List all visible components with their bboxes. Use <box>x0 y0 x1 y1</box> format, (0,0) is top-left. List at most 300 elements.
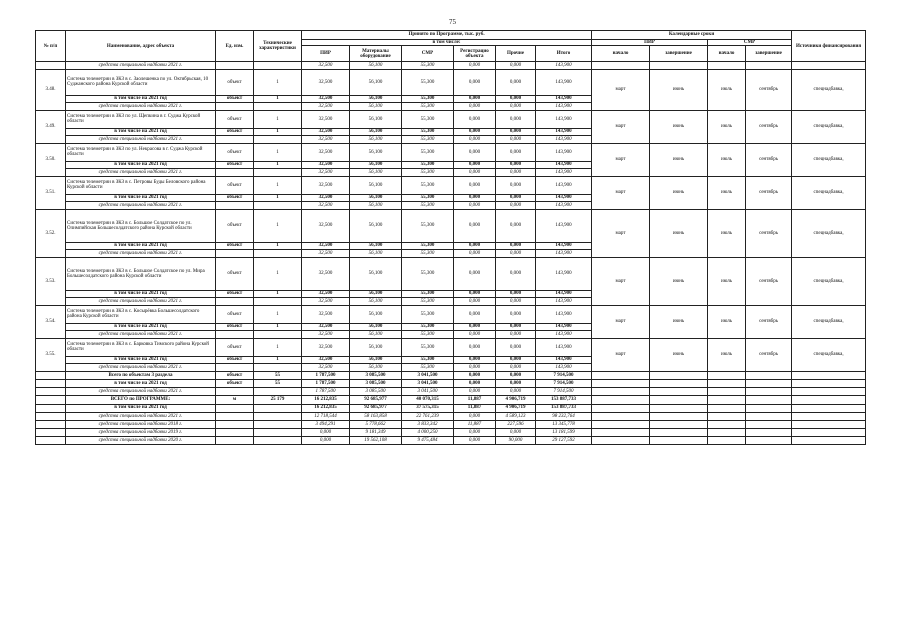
cell-pir: 1 787,500 <box>302 388 350 396</box>
cell-total: 143,900 <box>536 338 592 356</box>
cell-pir: 32,500 <box>302 257 350 290</box>
cell-smr: 55,300 <box>402 209 454 242</box>
cell-materials: 9 181,349 <box>350 429 402 437</box>
row-label: в том числе на 2021 год <box>66 290 216 298</box>
cell-registration: 0,000 <box>454 371 496 379</box>
cell-smr-end: сентябрь <box>746 338 792 371</box>
cell-other: 4 906,719 <box>496 396 536 404</box>
cell-pir-start: март <box>592 305 650 338</box>
cell-total: 143,900 <box>536 257 592 290</box>
cell-materials: 56,100 <box>350 110 402 128</box>
cell-total: 143,900 <box>536 95 592 103</box>
cell-qty <box>254 388 302 396</box>
cell-other: 0,000 <box>496 298 536 306</box>
cell-source: спецнадбавка, <box>792 110 866 143</box>
cell-other: 0,000 <box>496 338 536 356</box>
cell-pir-end: июнь <box>650 143 708 176</box>
cell-qty: 1 <box>254 110 302 128</box>
cell-pir-end: июнь <box>650 110 708 143</box>
cell-smr: 55,300 <box>402 194 454 202</box>
cell-pir: 32,500 <box>302 169 350 177</box>
cell-source: спецнадбавка, <box>792 143 866 176</box>
header-source: Источники финансирования <box>792 31 866 62</box>
cell-pir: 32,500 <box>302 250 350 258</box>
cell-total: 143,900 <box>536 242 592 250</box>
cell-total: 143,900 <box>536 305 592 323</box>
cell-registration: 11,887 <box>454 420 496 428</box>
cell-qty: 1 <box>254 128 302 136</box>
cell-materials: 56,100 <box>350 161 402 169</box>
cell-smr: 3 041,500 <box>402 379 454 387</box>
cell-total: 143,900 <box>536 69 592 95</box>
cell-source: спецнадбавка, <box>792 69 866 110</box>
cell-pir: 32,500 <box>302 202 350 210</box>
cell-qty: 1 <box>254 305 302 323</box>
table-row <box>36 388 866 396</box>
cell-materials: 56,100 <box>350 169 402 177</box>
cell-unit: объект <box>216 176 254 194</box>
cell-pir: 32,500 <box>302 143 350 161</box>
cell-other: 0,000 <box>496 69 536 95</box>
table-row <box>36 404 866 412</box>
cell-source: спецнадбавка, <box>792 176 866 209</box>
cell-pir: 32,500 <box>302 364 350 372</box>
cell-unit: объект <box>216 338 254 356</box>
cell-total: 143,900 <box>536 161 592 169</box>
cell-qty: 1 <box>254 290 302 298</box>
cell-unit: объект <box>216 356 254 364</box>
cell-pir: 32,500 <box>302 242 350 250</box>
table-row <box>36 437 866 445</box>
header-smr: СМР <box>402 46 454 62</box>
table-row <box>36 69 866 95</box>
cell-smr: 55,300 <box>402 250 454 258</box>
row-label: ВСЕГО по ПРОГРАММЕ: <box>66 396 216 404</box>
row-label: в том числе на 2021 год <box>66 194 216 202</box>
cell-total: 143,900 <box>536 202 592 210</box>
cell-smr: 4 000,250 <box>402 429 454 437</box>
cell-pir-start: март <box>592 338 650 371</box>
cell-total: 153 887,733 <box>536 404 592 412</box>
cell-unit: объект <box>216 194 254 202</box>
row-label: в том числе на 2021 год <box>66 242 216 250</box>
cell-pir-end: июнь <box>650 176 708 209</box>
cell-registration: 0,000 <box>454 143 496 161</box>
cell-unit: объект <box>216 69 254 95</box>
cell-smr-end: сентябрь <box>746 143 792 176</box>
cell-pir-start: март <box>592 176 650 209</box>
cell-total: 143,900 <box>536 356 592 364</box>
cell-other: 90,000 <box>496 437 536 445</box>
cell-other: 0,000 <box>496 169 536 177</box>
cell-pir: 16 212,835 <box>302 404 350 412</box>
header-total: Итого <box>536 46 592 62</box>
cell-other: 0,000 <box>496 62 536 70</box>
project-num: 3.50. <box>36 143 66 176</box>
table-row <box>36 396 866 404</box>
cell-smr: 55,300 <box>402 290 454 298</box>
header-num: № п/п <box>36 31 66 62</box>
table-header <box>36 31 866 62</box>
cell-registration: 0,000 <box>454 62 496 70</box>
row-label: средства специальной надбавки 2021 г. <box>66 169 216 177</box>
cell-smr: 55,300 <box>402 62 454 70</box>
budget-table <box>35 30 866 445</box>
header-name: Наименование, адрес объекта <box>66 31 216 62</box>
cell-pir: 12 718,544 <box>302 412 350 420</box>
cell-registration: 0,000 <box>454 429 496 437</box>
header-incl: в том числе: <box>302 40 592 46</box>
cell-other: 0,000 <box>496 161 536 169</box>
cell-unit <box>216 412 254 420</box>
cell-total: 143,900 <box>536 136 592 144</box>
cell-registration: 0,000 <box>454 250 496 258</box>
cell-registration: 0,000 <box>454 209 496 242</box>
cell-pir-end: июнь <box>650 257 708 305</box>
cell-total: 143,900 <box>536 110 592 128</box>
row-label: средства специальной надбавки 2021 г. <box>66 103 216 111</box>
row-label: в том числе на 2021 год <box>66 128 216 136</box>
cell-materials: 56,100 <box>350 364 402 372</box>
cell-materials: 19 562,108 <box>350 437 402 445</box>
table-row <box>36 371 866 379</box>
cell-registration: 0,000 <box>454 257 496 290</box>
cell-total: 143,900 <box>536 298 592 306</box>
cell-materials: 56,100 <box>350 176 402 194</box>
cell-smr-start: июль <box>708 257 746 305</box>
cell-smr: 55,300 <box>402 364 454 372</box>
cell-smr: 55,300 <box>402 202 454 210</box>
cell-smr: 3 833,342 <box>402 420 454 428</box>
project-name: Система телеметрии в ЗКЗ по ул. Некрасова в г. Суджа Курской области <box>66 143 216 161</box>
cell-source: спецнадбавка, <box>792 338 866 371</box>
row-label: средства специальной надбавки 2019 г. <box>66 429 216 437</box>
cell-smr-start: июль <box>708 209 746 257</box>
cell-total: 143,900 <box>536 128 592 136</box>
cell-registration: 0,000 <box>454 136 496 144</box>
cell-pir: 32,500 <box>302 338 350 356</box>
cell-registration: 0,000 <box>454 194 496 202</box>
cell-qty: 1 <box>254 161 302 169</box>
row-label: средства специальной надбавки 2021 г. <box>66 388 216 396</box>
project-name: Система телеметрии в ЗКЗ в с. Петровы Буды Беловского района Курской области <box>66 176 216 194</box>
cell-smr-start: июль <box>708 143 746 176</box>
table-row <box>36 420 866 428</box>
cell-smr: 55,300 <box>402 95 454 103</box>
cell-materials: 56,100 <box>350 194 402 202</box>
cell-pir: 32,500 <box>302 298 350 306</box>
cell-unit: объект <box>216 371 254 379</box>
header-cal-smr: СМР <box>708 40 792 46</box>
cell-qty: 1 <box>254 242 302 250</box>
table-row <box>36 209 866 242</box>
cell-registration: 0,000 <box>454 388 496 396</box>
cell-registration: 11,887 <box>454 396 496 404</box>
cell-other: 0,000 <box>496 103 536 111</box>
cell-other: 0,000 <box>496 250 536 258</box>
cell-pir: 32,500 <box>302 110 350 128</box>
cell-other: 227,596 <box>496 420 536 428</box>
cell-total: 98 232,764 <box>536 412 592 420</box>
cell-total: 143,900 <box>536 169 592 177</box>
cell-registration: 0,000 <box>454 290 496 298</box>
cell-smr: 55,300 <box>402 169 454 177</box>
cell-qty <box>254 437 302 445</box>
cell-pir: 0,000 <box>302 437 350 445</box>
cell-unit <box>216 420 254 428</box>
cell-qty: 1 <box>254 356 302 364</box>
cell-registration: 0,000 <box>454 323 496 331</box>
cell-total: 143,900 <box>536 176 592 194</box>
cell-smr-start: июль <box>708 69 746 110</box>
row-label: средства специальной надбавки 2021 г. <box>66 62 216 70</box>
cell-total: 143,900 <box>536 290 592 298</box>
cell-smr-end: сентябрь <box>746 69 792 110</box>
cell-total: 7 914,500 <box>536 371 592 379</box>
cell-materials: 56,100 <box>350 62 402 70</box>
cell-other: 0,000 <box>496 388 536 396</box>
cell-pir-end: июнь <box>650 69 708 110</box>
cell-pir-end: июнь <box>650 305 708 338</box>
cell-registration: 0,000 <box>454 338 496 356</box>
cell-pir: 32,500 <box>302 69 350 95</box>
row-label: средства специальной надбавки 2021 г. <box>66 202 216 210</box>
cell-other: 0,000 <box>496 202 536 210</box>
row-label: средства специальной надбавки 2021 г. <box>66 298 216 306</box>
cell-smr-start: июль <box>708 305 746 338</box>
cell-other: 0,000 <box>496 356 536 364</box>
cell-smr: 55,300 <box>402 338 454 356</box>
cell-qty: 1 <box>254 69 302 95</box>
cell-registration: 0,000 <box>454 356 496 364</box>
header-materials: Материалы оборудование <box>350 46 402 62</box>
project-num: 3.53. <box>36 257 66 305</box>
cell-total: 143,900 <box>536 103 592 111</box>
table-row <box>36 379 866 387</box>
cell-smr: 55,300 <box>402 69 454 95</box>
row-label: средства специальной надбавки 2018 г. <box>66 420 216 428</box>
cell-materials: 56,100 <box>350 298 402 306</box>
cell-smr: 3 041,500 <box>402 388 454 396</box>
cell-smr: 55,300 <box>402 356 454 364</box>
cell-other: 0,000 <box>496 128 536 136</box>
cell-pir-end: июнь <box>650 209 708 257</box>
cell-unit: объект <box>216 379 254 387</box>
project-num: 3.54. <box>36 305 66 338</box>
cell-registration: 0,000 <box>454 305 496 323</box>
cell-pir: 32,500 <box>302 290 350 298</box>
cell-other: 0,000 <box>496 242 536 250</box>
table-row <box>36 429 866 437</box>
cell-pir: 1 787,500 <box>302 379 350 387</box>
project-name: Система телеметрии в ЗКЗ в с. Косырёвка Большесолдатского района Курской области <box>66 305 216 323</box>
cell-unit: объект <box>216 95 254 103</box>
cell-qty: 1 <box>254 95 302 103</box>
cell-materials: 3 085,500 <box>350 371 402 379</box>
cell-materials: 56,100 <box>350 305 402 323</box>
cell-other: 0,000 <box>496 290 536 298</box>
cell-other: 0,000 <box>496 379 536 387</box>
cell-total: 143,900 <box>536 331 592 339</box>
project-name: Система телеметрии в ЗКЗ по ул. Щепкина в г. Суджа Курской области <box>66 110 216 128</box>
header-registration: Регистрацио объекта <box>454 46 496 62</box>
cell-other: 0,000 <box>496 110 536 128</box>
cell-other: 4 906,719 <box>496 404 536 412</box>
cell-qty: 1 <box>254 143 302 161</box>
cell-other: 0,000 <box>496 323 536 331</box>
cell-source: спецнадбавка, <box>792 305 866 338</box>
cell-materials: 56,100 <box>350 209 402 242</box>
cell-pir-start: март <box>592 69 650 110</box>
cell-qty: 55 <box>254 371 302 379</box>
cell-pir: 32,500 <box>302 62 350 70</box>
header-cal-pir: ПИР <box>592 40 708 46</box>
cell-unit: объект <box>216 257 254 290</box>
cell-materials: 56,100 <box>350 290 402 298</box>
cell-total: 143,900 <box>536 62 592 70</box>
cell-other: 0,000 <box>496 305 536 323</box>
cell-smr: 55,300 <box>402 176 454 194</box>
cell-pir: 32,500 <box>302 95 350 103</box>
cell-total: 143,900 <box>536 323 592 331</box>
cell-pir: 32,500 <box>302 331 350 339</box>
table-row <box>36 412 866 420</box>
project-num: 3.52. <box>36 209 66 257</box>
cell-pir: 32,500 <box>302 103 350 111</box>
cell-smr: 9 475,484 <box>402 437 454 445</box>
cell-qty: 1 <box>254 209 302 242</box>
cell-materials: 56,100 <box>350 257 402 290</box>
cell-smr: 22 761,239 <box>402 412 454 420</box>
cell-registration: 0,000 <box>454 69 496 95</box>
cell-pir: 32,500 <box>302 209 350 242</box>
cell-registration: 0,000 <box>454 379 496 387</box>
cell-other: 4 589,123 <box>496 412 536 420</box>
cell-other: 0,000 <box>496 371 536 379</box>
cell-pir: 0,000 <box>302 429 350 437</box>
cell-qty: 25 179 <box>254 396 302 404</box>
cell-unit: объект <box>216 110 254 128</box>
cell-qty: 1 <box>254 323 302 331</box>
cell-materials: 56,100 <box>350 128 402 136</box>
cell-unit: объект <box>216 242 254 250</box>
cell-other: 0,000 <box>496 331 536 339</box>
cell-unit: объект <box>216 161 254 169</box>
cell-pir-start: март <box>592 143 650 176</box>
header-start: начало <box>592 46 650 62</box>
header-tech: Технические характеристики <box>254 31 302 62</box>
cell-materials: 56,100 <box>350 242 402 250</box>
cell-total: 143,900 <box>536 209 592 242</box>
cell-other: 0,000 <box>496 143 536 161</box>
header-financed: Принято по Программе, тыс. руб. <box>302 31 592 40</box>
row-label: в том числе на 2021 год <box>66 379 216 387</box>
cell-smr: 55,300 <box>402 103 454 111</box>
cell-other: 0,000 <box>496 364 536 372</box>
cell-unit <box>216 437 254 445</box>
cell-smr-start: июль <box>708 110 746 143</box>
header-end2: завершение <box>746 46 792 62</box>
cell-qty <box>254 429 302 437</box>
header-end: завершение <box>650 46 708 62</box>
cell-qty <box>254 412 302 420</box>
cell-pir: 32,500 <box>302 305 350 323</box>
cell-registration: 0,000 <box>454 176 496 194</box>
cell-total: 143,900 <box>536 143 592 161</box>
cell-other: 0,000 <box>496 257 536 290</box>
cell-materials: 58 163,858 <box>350 412 402 420</box>
cell-materials: 3 085,500 <box>350 388 402 396</box>
cell-total: 153 887,733 <box>536 396 592 404</box>
cell-total: 143,900 <box>536 194 592 202</box>
cell-unit: объект <box>216 209 254 242</box>
row-label: средства специальной надбавки 2021 г. <box>66 250 216 258</box>
table-row <box>36 338 866 356</box>
row-label: в том числе на 2021 год <box>66 95 216 103</box>
cell-registration: 0,000 <box>454 298 496 306</box>
cell-smr: 55,300 <box>402 331 454 339</box>
cell-smr-end: сентябрь <box>746 257 792 305</box>
cell-smr: 55,300 <box>402 298 454 306</box>
table-row <box>36 176 866 194</box>
cell-smr: 37 575,315 <box>402 404 454 412</box>
cell-materials: 5 778,662 <box>350 420 402 428</box>
cell-unit: объект <box>216 290 254 298</box>
row-label: в том числе на 2021 год <box>66 356 216 364</box>
cell-other: 0,000 <box>496 176 536 194</box>
cell-qty: 55 <box>254 379 302 387</box>
cell-pir-start: март <box>592 209 650 257</box>
cell-pir: 32,500 <box>302 323 350 331</box>
cell-other: 0,000 <box>496 194 536 202</box>
cell-unit: объект <box>216 128 254 136</box>
cell-other: 0,000 <box>496 429 536 437</box>
cell-materials: 56,100 <box>350 331 402 339</box>
row-label: средства специальной надбавки 2021 г. <box>66 331 216 339</box>
cell-smr-start: июль <box>708 176 746 209</box>
table-row <box>36 110 866 128</box>
cell-unit: объект <box>216 323 254 331</box>
cell-registration: 0,000 <box>454 437 496 445</box>
cell-smr: 55,300 <box>402 128 454 136</box>
cell-total: 143,900 <box>536 250 592 258</box>
cell-registration: 0,000 <box>454 95 496 103</box>
cell-smr: 55,300 <box>402 242 454 250</box>
cell-smr: 40 070,315 <box>402 396 454 404</box>
page-number: 75 <box>449 18 456 26</box>
cell-registration: 0,000 <box>454 364 496 372</box>
cell-registration: 0,000 <box>454 110 496 128</box>
cell-pir: 32,500 <box>302 128 350 136</box>
cell-smr-start: июль <box>708 338 746 371</box>
cell-smr: 55,300 <box>402 136 454 144</box>
cell-qty: 1 <box>254 257 302 290</box>
header-calendar: Календарные сроки <box>592 31 792 40</box>
cell-qty: 1 <box>254 194 302 202</box>
cell-smr: 55,300 <box>402 323 454 331</box>
cell-smr: 55,300 <box>402 110 454 128</box>
project-num: 3.49. <box>36 110 66 143</box>
row-label: средства специальной надбавки 2021 г. <box>66 136 216 144</box>
row-label: в том числе на 2021 год <box>66 323 216 331</box>
project-name: Система телеметрии в ЗКЗ в с. Заолешенка по ул. Октябрьская, 10 Суджанского района Курской области <box>66 69 216 95</box>
row-label: средства специальной надбавки 2020 г. <box>66 437 216 445</box>
cell-smr: 3 041,500 <box>402 371 454 379</box>
cell-materials: 3 085,500 <box>350 379 402 387</box>
cell-total: 143,900 <box>536 364 592 372</box>
cell-pir-start: март <box>592 110 650 143</box>
row-label: в том числе на 2021 год <box>66 161 216 169</box>
